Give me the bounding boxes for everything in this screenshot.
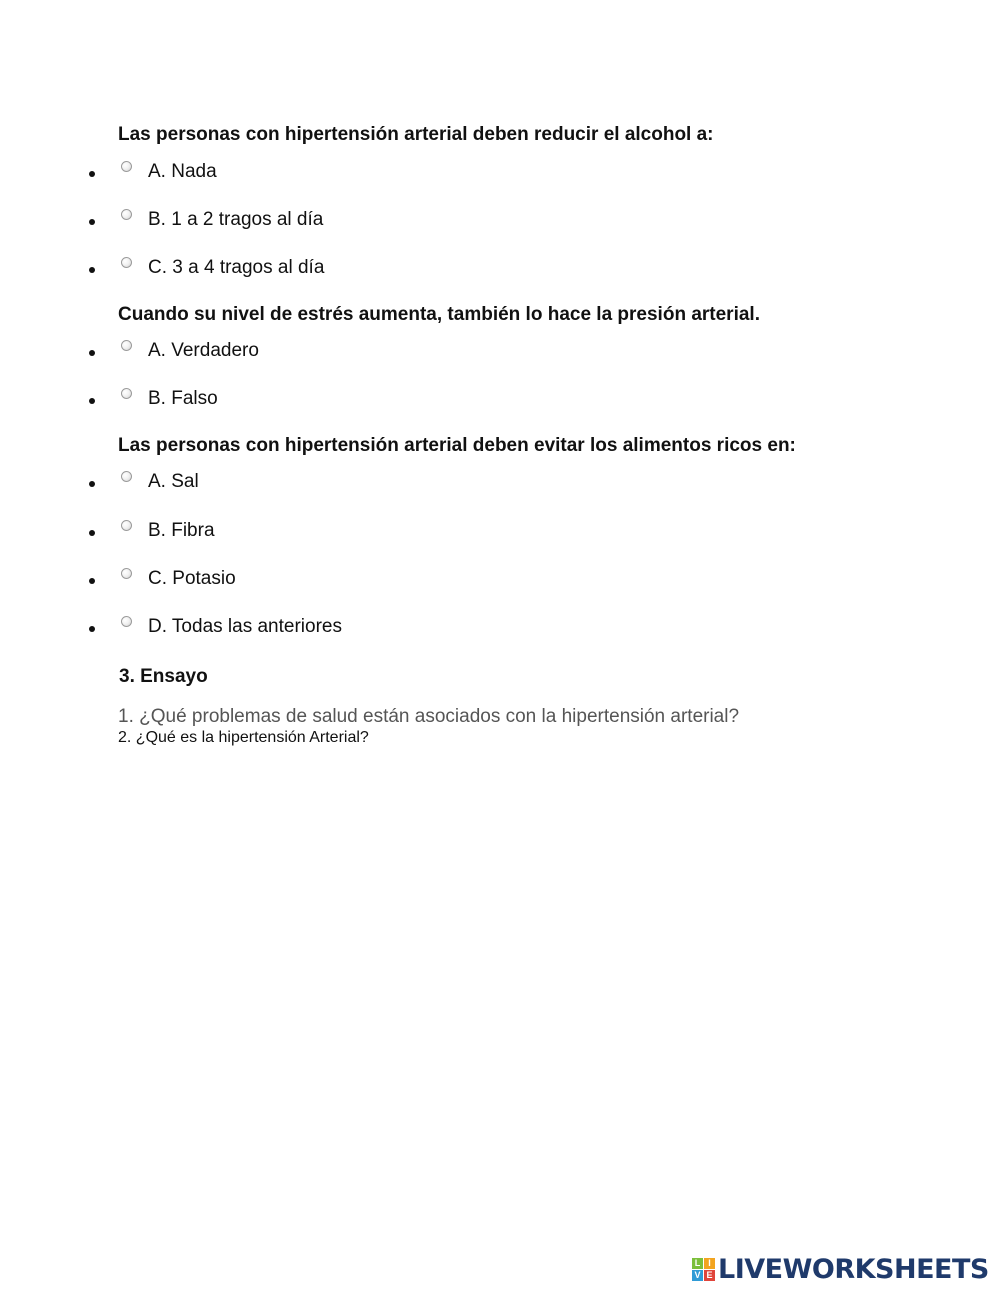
option-label: A. Verdadero <box>148 340 259 361</box>
question-2-text: Cuando su nivel de estrés aumenta, también lo hace la presión arterial. <box>118 304 760 325</box>
radio-button-icon[interactable] <box>121 161 132 172</box>
liveworksheets-logo-icon <box>692 1258 715 1281</box>
q1-option-c[interactable] <box>0 257 600 283</box>
bullet-icon <box>89 219 95 225</box>
bullet-icon <box>89 481 95 487</box>
bullet-icon <box>89 578 95 584</box>
logo-text: LIVEWORKSHEETS <box>718 1253 989 1285</box>
radio-button-icon[interactable] <box>121 568 132 579</box>
radio-button-icon[interactable] <box>121 209 132 220</box>
bullet-icon <box>89 398 95 404</box>
radio-button-icon[interactable] <box>121 520 132 531</box>
q3-option-b[interactable] <box>0 520 600 546</box>
option-label: B. 1 a 2 tragos al día <box>148 209 324 230</box>
radio-button-icon[interactable] <box>121 340 132 351</box>
question-3-text: Las personas con hipertensión arterial deben evitar los alimentos ricos en: <box>118 435 796 456</box>
q3-option-d[interactable] <box>0 616 600 642</box>
option-label: C. Potasio <box>148 568 236 589</box>
option-label: A. Nada <box>148 161 217 182</box>
radio-button-icon[interactable] <box>121 471 132 482</box>
q2-option-b[interactable] <box>0 388 600 414</box>
q2-option-a[interactable] <box>0 340 600 366</box>
option-label: C. 3 a 4 tragos al día <box>148 257 325 278</box>
essay-question-2: 2. ¿Qué es la hipertensión Arterial? <box>118 729 369 746</box>
question-1-text: Las personas con hipertensión arterial deben reducir el alcohol a: <box>118 124 714 145</box>
q1-option-a[interactable] <box>0 161 600 187</box>
logo-mark-tile: V <box>692 1270 703 1281</box>
essay-question-1: 1. ¿Qué problemas de salud están asociados con la hipertensión arterial? <box>118 706 740 727</box>
bullet-icon <box>89 626 95 632</box>
q3-option-a[interactable] <box>0 471 600 497</box>
bullet-icon <box>89 350 95 356</box>
option-label: B. Fibra <box>148 520 215 541</box>
logo-mark-tile: E <box>704 1270 715 1281</box>
radio-button-icon[interactable] <box>121 616 132 627</box>
option-label: D. Todas las anteriores <box>148 616 342 637</box>
q3-option-c[interactable] <box>0 568 600 594</box>
option-label: B. Falso <box>148 388 218 409</box>
liveworksheets-logo <box>692 1254 989 1284</box>
bullet-icon <box>89 267 95 273</box>
radio-button-icon[interactable] <box>121 257 132 268</box>
q1-option-b[interactable] <box>0 209 600 235</box>
logo-mark-tile: I <box>704 1258 715 1269</box>
essay-section-title: 3. Ensayo <box>119 666 208 687</box>
option-label: A. Sal <box>148 471 199 492</box>
bullet-icon <box>89 530 95 536</box>
radio-button-icon[interactable] <box>121 388 132 399</box>
logo-mark-tile: L <box>692 1258 703 1269</box>
bullet-icon <box>89 171 95 177</box>
